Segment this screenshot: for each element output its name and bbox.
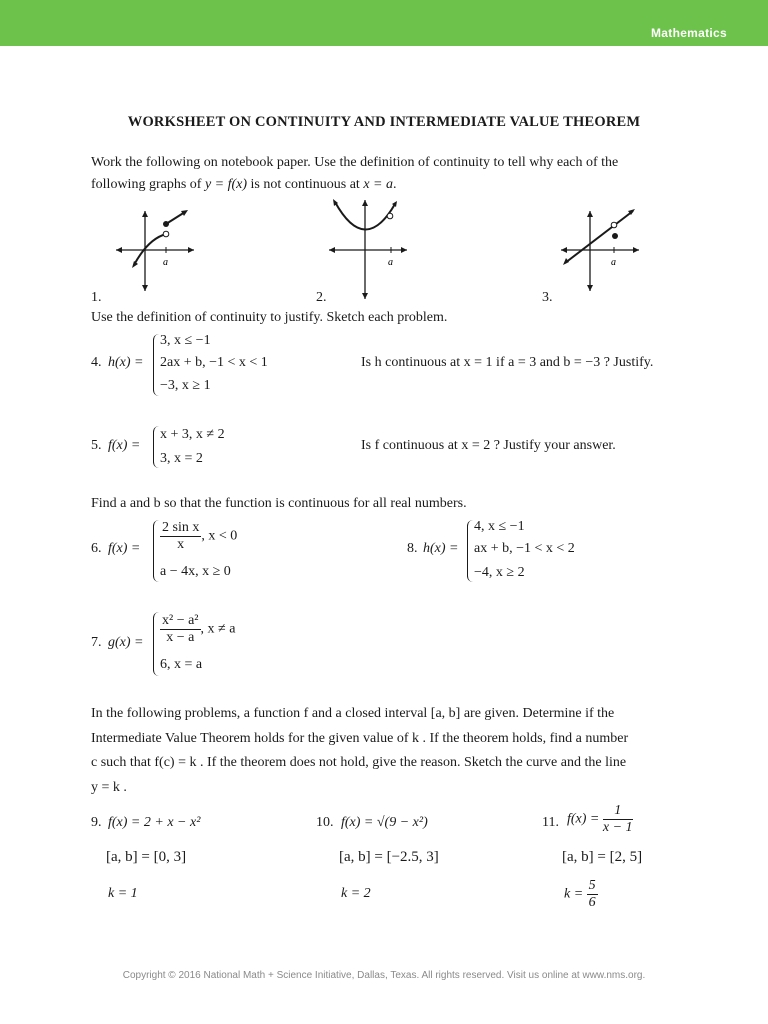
problem-4-question: Is h continuous at x = 1 if a = 3 and b = −3 ? Justify. [361,355,654,370]
graph-1-axis-label: a [163,257,168,268]
problem-7-fraction [160,613,201,646]
problem-7-brace [153,612,159,676]
problem-4-function: h(x) = [108,355,144,370]
problem-4-brace [153,334,159,396]
intro-function: y = f(x) [204,177,248,192]
problem-7-condition: , x ≠ a [200,621,236,637]
problem-11-denominator: x − 1 [602,820,633,835]
graph-1 [110,205,200,295]
problem-7-denominator: x − a [166,630,195,645]
problem-6-numerator: 2 sin x [162,520,200,535]
section-3-instructions: Find a and b so that the function is continuous for all real numbers. [91,496,467,511]
problem-5-label: 5. [91,438,102,453]
problem-8-brace [467,520,473,582]
problem-11-numerator: 1 [603,803,633,820]
problem-11-k [564,878,598,911]
intro-line-1: Work the following on notebook paper. Use the definition of continuity to tell why each of the [91,155,619,170]
graph-2-axis-label: a [388,257,393,268]
problem-8-label: 8. [407,541,418,556]
problem-6-piece-1 [160,520,237,553]
subject-label: Mathematics [651,26,727,40]
problem-6-fraction [160,520,201,553]
problem-5-function: f(x) = [108,438,141,453]
problem-4-piece-1: 3, x ≤ −1 [160,333,211,348]
problem-8-piece-3: −4, x ≥ 2 [474,565,525,580]
problem-9-label: 9. [91,815,102,830]
problem-7-numerator: x² − a² [162,613,199,628]
problem-9-interval: [a, b] = [0, 3] [106,849,187,865]
problem-7-label: 7. [91,635,102,650]
problem-11-k-fraction [587,878,598,911]
graph-2 [323,196,413,302]
problem-10-interval: [a, b] = [−2.5, 3] [339,849,439,865]
intro-text: following graphs of [91,177,202,192]
problem-6-brace [153,520,159,582]
problem-6-piece-2: a − 4x, x ≥ 0 [160,564,231,579]
section-4-line-4: y = k . [91,780,127,795]
problem-7-piece-1 [160,613,235,646]
intro-line-2 [91,174,396,196]
problem-9-k: k = 1 [108,886,138,901]
problem-5-brace [153,426,159,468]
graph-2-number: 2. [316,290,327,305]
graph-3-number: 3. [542,290,553,305]
problem-4-piece-3: −3, x ≥ 1 [160,378,211,393]
problem-9-function: f(x) = 2 + x − x² [108,815,201,830]
problem-11-interval: [a, b] = [2, 5] [562,849,643,865]
graph-3-axis-label: a [611,257,616,268]
problem-7-function: g(x) = [108,635,144,650]
problem-8-piece-2: ax + b, −1 < x < 2 [474,541,575,556]
graph-1-number: 1. [91,290,102,305]
problem-6-denominator: x [177,537,185,552]
problem-5-question: Is f continuous at x = 2 ? Justify your answer. [361,438,616,453]
section-4-line-2: Intermediate Value Theorem holds for the given value of k . If the theorem holds, find a number [91,731,629,746]
problem-11-function-prefix: f(x) = [567,811,600,827]
problem-11-fraction [603,803,633,836]
worksheet-title: WORKSHEET ON CONTINUITY AND INTERMEDIATE VALUE THEOREM [127,114,641,130]
problem-5-piece-1: x + 3, x ≠ 2 [160,427,225,442]
intro-text-mid: is not continuous at [250,177,360,192]
problem-5-piece-2: 3, x = 2 [160,451,203,466]
problem-7-piece-2: 6, x = a [160,657,203,672]
problem-11-k-prefix: k = [564,886,584,902]
problem-8-function: h(x) = [423,541,459,556]
problem-10-function: f(x) = √(9 − x²) [341,815,428,830]
problem-11-label: 11. [542,815,559,830]
problem-11-k-numerator: 5 [588,878,596,893]
intro-point: x = a [363,177,393,192]
section-4-line-1: In the following problems, a function f and a closed interval [a, b] are given. Determine if the [91,706,615,721]
graph-3 [555,205,645,295]
problem-6-condition: , x < 0 [201,528,238,544]
problem-11-function [567,803,633,836]
intro-period: . [392,177,397,192]
problem-11-k-denominator: 6 [588,895,596,910]
problem-10-label: 10. [316,815,334,830]
copyright-footer: Copyright © 2016 National Math + Science Initiative, Dallas, Texas. All rights reserved. Visit us online at www.nms.org. [122,970,646,981]
section-2-instructions: Use the definition of continuity to justify. Sketch each problem. [91,310,448,325]
problem-6-function: f(x) = [108,541,141,556]
problem-4-piece-2: 2ax + b, −1 < x < 1 [160,355,268,370]
problem-4-label: 4. [91,355,102,370]
section-4-line-3: c such that f(c) = k . If the theorem does not hold, give the reason. Sketch the curve and the line [91,755,627,770]
header-bar [0,0,768,46]
problem-10-k: k = 2 [341,886,371,901]
problem-8-piece-1: 4, x ≤ −1 [474,519,525,534]
problem-6-label: 6. [91,541,102,556]
